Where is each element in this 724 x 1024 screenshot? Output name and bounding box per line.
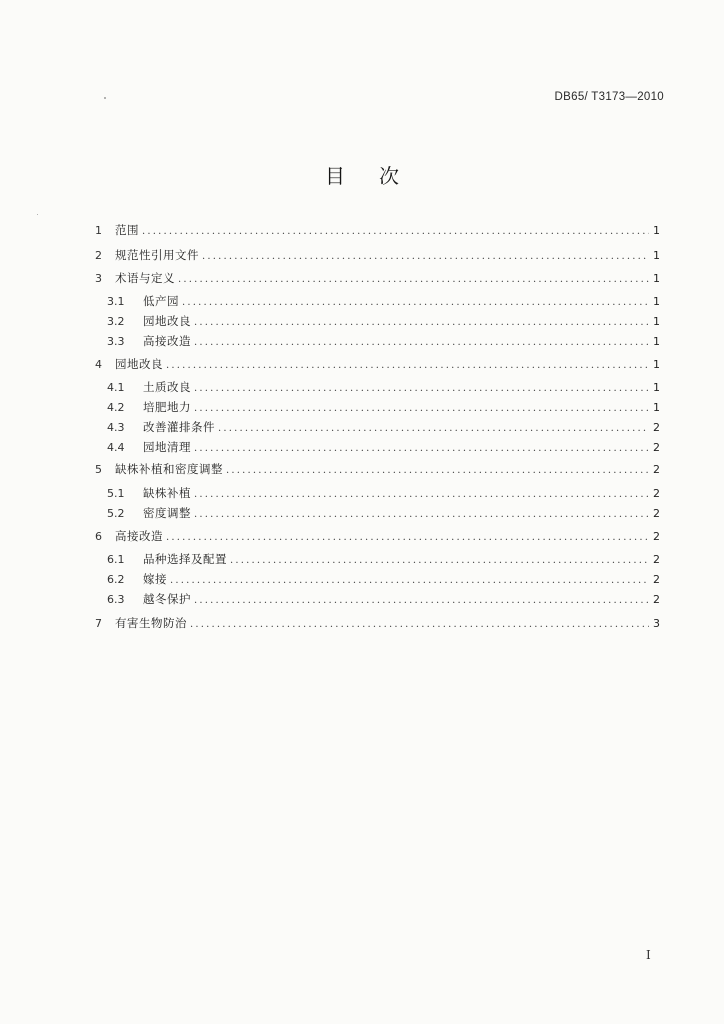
toc-entry-number: 6.2: [107, 573, 125, 586]
toc-entry-label: 低产园: [143, 294, 179, 308]
toc-entry-number: 4.2: [107, 401, 125, 414]
toc-entry-number: 3: [95, 272, 102, 285]
toc-entry[interactable]: [95, 270, 660, 286]
footer-page-number: I: [646, 948, 651, 962]
toc-leader: [190, 617, 649, 633]
toc-entry[interactable]: [95, 461, 660, 477]
toc-entry-page: 2: [653, 553, 660, 566]
toc-entry-page: 1: [653, 249, 660, 262]
toc-entry-label: 园地改良: [115, 357, 163, 371]
toc-entry[interactable]: [107, 551, 660, 567]
toc-entry[interactable]: [107, 399, 660, 415]
toc-leader: [230, 553, 649, 569]
toc-entry-number: 6.3: [107, 593, 125, 606]
toc-entry[interactable]: [95, 528, 660, 544]
toc-entry[interactable]: [95, 222, 660, 238]
toc-entry-page: 1: [653, 401, 660, 414]
toc-leader: [194, 401, 649, 417]
toc-entry-page: 2: [653, 573, 660, 586]
toc-entry[interactable]: [107, 419, 660, 435]
scan-speck: [104, 97, 106, 99]
toc-entry-label: 园地改良: [143, 314, 191, 328]
toc-leader: [194, 381, 649, 397]
toc-leader: [166, 530, 649, 546]
toc-entry[interactable]: [107, 439, 660, 455]
toc-entry-page: 3: [653, 617, 660, 630]
toc-entry[interactable]: [107, 505, 660, 521]
toc-entry-label: 改善灌排条件: [143, 420, 215, 434]
toc-leader: [170, 573, 649, 589]
toc-leader: [182, 295, 649, 311]
toc-entry[interactable]: [107, 379, 660, 395]
toc-entry-number: 1: [95, 224, 102, 237]
toc-leader: [218, 421, 649, 437]
toc-leader: [194, 507, 649, 523]
toc-entry[interactable]: [107, 313, 660, 329]
toc-leader: [166, 358, 649, 374]
toc-entry-number: 3.3: [107, 335, 125, 348]
toc-leader: [194, 315, 649, 331]
toc-entry-label: 术语与定义: [115, 271, 175, 285]
toc-entry-page: 2: [653, 593, 660, 606]
toc-entry-page: 1: [653, 358, 660, 371]
toc-leader: [194, 441, 649, 457]
toc-entry-page: 2: [653, 421, 660, 434]
toc-entry-number: 3.1: [107, 295, 125, 308]
toc-entry-label: 培肥地力: [143, 400, 191, 414]
toc-entry-number: 4.1: [107, 381, 125, 394]
toc-entry[interactable]: [107, 571, 660, 587]
toc-entry[interactable]: [95, 247, 660, 263]
toc-entry-page: 1: [653, 381, 660, 394]
scan-speck: [37, 214, 38, 215]
toc-entry[interactable]: [107, 485, 660, 501]
toc-leader: [142, 224, 649, 240]
toc-entry-number: 5.1: [107, 487, 125, 500]
toc-entry-page: 2: [653, 463, 660, 476]
toc-entry-number: 4: [95, 358, 102, 371]
toc-leader: [194, 335, 649, 351]
toc-entry-label: 越冬保护: [143, 592, 191, 606]
page-title: 目次: [325, 164, 433, 188]
toc-entry-page: 1: [653, 272, 660, 285]
toc-entry-page: 2: [653, 507, 660, 520]
standard-code: DB65/ T3173—2010: [554, 91, 664, 103]
toc-entry-label: 土质改良: [143, 380, 191, 394]
toc-entry-label: 品种选择及配置: [143, 552, 227, 566]
toc-leader: [202, 249, 649, 265]
toc-entry-label: 有害生物防治: [115, 616, 187, 630]
toc-entry-page: 2: [653, 487, 660, 500]
toc-entry-page: 1: [653, 315, 660, 328]
toc-entry-number: 5.2: [107, 507, 125, 520]
toc-entry-number: 5: [95, 463, 102, 476]
toc-entry[interactable]: [107, 333, 660, 349]
toc-entry-label: 范围: [115, 223, 139, 237]
toc-entry-label: 高接改造: [143, 334, 191, 348]
toc-entry-label: 缺株补植: [143, 486, 191, 500]
toc-entry-label: 缺株补植和密度调整: [115, 462, 223, 476]
toc-entry-label: 嫁接: [143, 572, 167, 586]
toc-entry[interactable]: [95, 356, 660, 372]
toc-entry[interactable]: [107, 591, 660, 607]
toc-entry-page: 1: [653, 224, 660, 237]
toc-leader: [194, 487, 649, 503]
toc-entry-number: 4.4: [107, 441, 125, 454]
toc-entry-page: 1: [653, 335, 660, 348]
toc-leader: [194, 593, 649, 609]
toc-entry-label: 密度调整: [143, 506, 191, 520]
toc-entry-number: 2: [95, 249, 102, 262]
toc-entry-label: 高接改造: [115, 529, 163, 543]
toc-entry-label: 规范性引用文件: [115, 248, 199, 262]
toc-entry-page: 1: [653, 295, 660, 308]
toc-entry[interactable]: [95, 615, 660, 631]
toc-leader: [226, 463, 649, 479]
toc-leader: [178, 272, 649, 288]
toc-entry[interactable]: [107, 293, 660, 309]
toc-entry-page: 2: [653, 441, 660, 454]
toc-entry-number: 4.3: [107, 421, 125, 434]
toc-entry-number: 7: [95, 617, 102, 630]
toc-entry-page: 2: [653, 530, 660, 543]
toc-entry-number: 6: [95, 530, 102, 543]
toc-entry-number: 6.1: [107, 553, 125, 566]
toc-entry-number: 3.2: [107, 315, 125, 328]
toc-entry-label: 园地清理: [143, 440, 191, 454]
